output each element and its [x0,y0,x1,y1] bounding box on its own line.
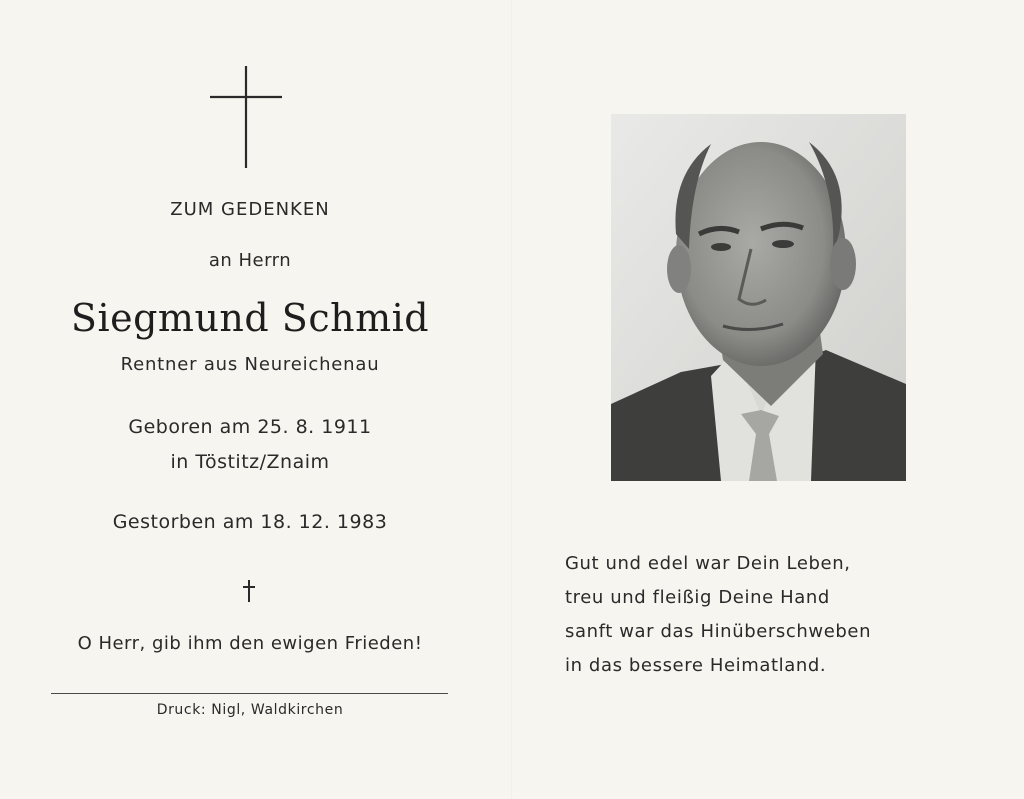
portrait-illustration [611,114,906,481]
verse-line: in das bessere Heimatland. [565,655,827,676]
prayer: O Herr, gib ihm den ewigen Frieden! [77,633,423,654]
printer-credit: Druck: Nigl, Waldkirchen [156,702,344,718]
verse-line: Gut und edel war Dein Leben, [565,553,851,574]
small-cross-icon [242,580,256,602]
verse-line: treu und fleißig Deine Hand [565,587,830,608]
left-panel [40,0,460,799]
latin-cross-icon [210,66,282,168]
verse-line: sanft war das Hinüberschweben [565,621,872,642]
heading: ZUM GEDENKEN [170,199,330,220]
portrait-photo [611,114,906,481]
salutation: an Herrn [208,250,292,271]
card-fold [511,0,513,799]
birth-date: Geboren am 25. 8. 1911 [128,416,372,438]
birth-place: in Töstitz/Znaim [170,451,330,473]
occupation: Rentner aus Neureichenau [120,354,380,375]
deceased-name: Siegmund Schmid [70,296,430,340]
divider-rule [51,693,448,694]
death-date: Gestorben am 18. 12. 1983 [112,511,388,533]
verse [565,547,985,683]
